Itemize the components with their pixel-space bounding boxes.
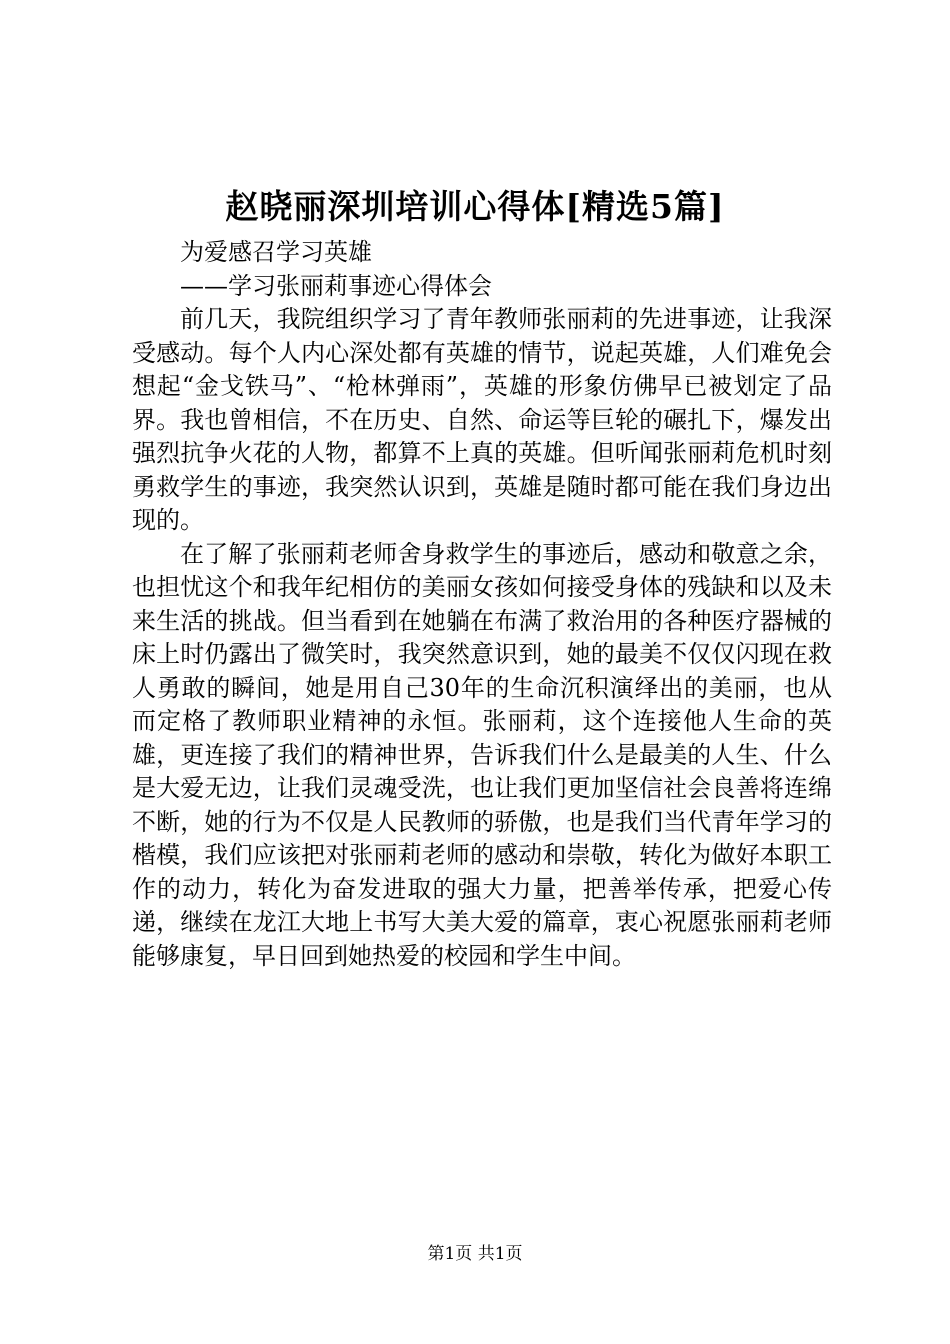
page-footer: 第1页 共1页: [427, 1244, 523, 1264]
subtitle-line-1: 为爱感召学习英雄: [180, 238, 372, 266]
document-title: 赵晓丽深圳培训心得体[精选5篇]: [225, 187, 725, 226]
subtitle-line-2: ——学习张丽莉事迹心得体会: [180, 271, 492, 300]
body-paragraph-2: 在了解了张丽莉老师舍身救学生的事迹后，感动和敬意之余，也担忧这个和我年纪相仿的美丽女孩如何接受身体的残缺和以及未来生活的挑战。但当看到在她躺在布满了救治用的各种医疗器械的床上时仍露出了微笑时，我突然意识到，她的最美不仅仅闪现在救人勇敢的瞬间，她是用自己30年的生命沉积演绎出的美丽，也从而定格了教师职业精神的永恒。张丽莉，这个连接他人生命的英雄，更连接了我们的精神世界，告诉我们什么是最美的人生、什么是大爱无边，让我们灵魂受洗，也让我们更加坚信社会良善将连绵不断，她的行为不仅是人民教师的骄傲，也是我们当代青年学习的楷模，我们应该把对张丽莉老师的感动和崇敬，转化为做好本职工作的动力，转化为奋发进取的强大力量，把善举传承，把爱心传递，继续在龙江大地上书写大美大爱的篇章，衷心祝愿张丽莉老师能够康复，早日回到她热爱的校园和学生中间。: [132, 539, 832, 970]
document-body: [132, 236, 832, 973]
body-paragraph-1: 前几天，我院组织学习了青年教师张丽莉的先进事迹，让我深受感动。每个人内心深处都有英雄的情节，说起英雄，人们难免会想起“金戈铁马”、“枪林弹雨”，英雄的形象仿佛早已被划定了品界。我也曾相信，不在历史、自然、命运等巨轮的碾扎下，爆发出强烈抗争火花的人物，都算不上真的英雄。但听闻张丽莉危机时刻勇救学生的事迹，我突然认识到，英雄是随时都可能在我们身边出现的。: [132, 305, 832, 534]
